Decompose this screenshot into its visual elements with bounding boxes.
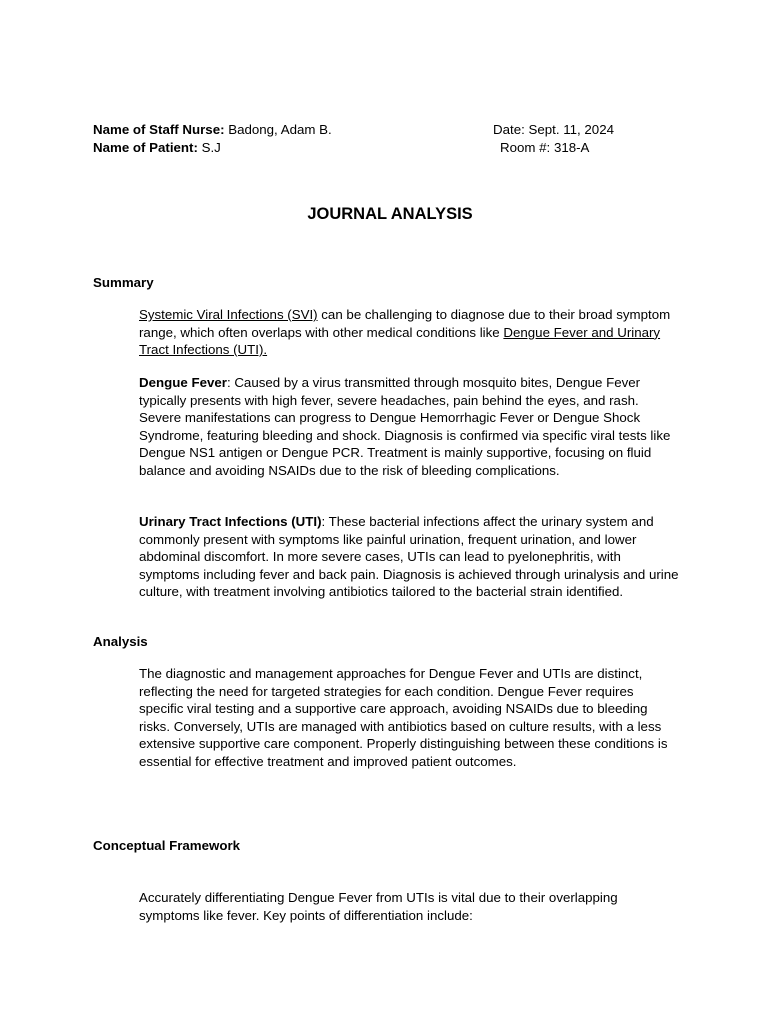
staff-nurse-value: Badong, Adam B. bbox=[224, 122, 332, 137]
dengue-term: Dengue Fever bbox=[139, 375, 227, 390]
patient-field bbox=[93, 139, 221, 157]
summary-intro-paragraph bbox=[139, 306, 679, 359]
room-text: Room #: 318-A bbox=[500, 140, 590, 155]
uti-term: Urinary Tract Infections (UTI) bbox=[139, 514, 322, 529]
uti-paragraph bbox=[139, 513, 679, 601]
patient-label: Name of Patient: bbox=[93, 140, 198, 155]
patient-value: S.J bbox=[197, 140, 221, 155]
analysis-paragraph: The diagnostic and management approaches for Dengue Fever and UTIs are distinct, reflecting the need for targeted strategies for each condition. Dengue Fever requires specific viral testing and a supportive care approach, avoiding NSAIDs due to bleeding risks. Conversely, UTIs are managed with antibiotics based on culture results, with a less extensive supportive care component. Properly distinguishing between these conditions is essential for effective treatment and improved patient outcomes. bbox=[139, 666, 668, 769]
summary-heading: Summary bbox=[93, 275, 154, 290]
uti-text: : These bacterial infections affect the urinary system and commonly present with symptoms like painful urination, frequent urination, and lower abdominal discomfort. In more severe cases, UTIs can lead to pyelonephritis, with symptoms including fever and back pain. Diagnosis is achieved through urinalysis and urine culture, with treatment involving antibiotics tailored to the bacterial strain identified. bbox=[139, 514, 679, 600]
dengue-paragraph bbox=[139, 374, 679, 480]
analysis-heading: Analysis bbox=[93, 634, 148, 649]
svi-link-text: Systemic Viral Infections (SVI) bbox=[139, 307, 318, 322]
staff-nurse-field bbox=[93, 121, 332, 139]
dengue-uti-link-text: Dengue Fever and Urinary Tract Infections (UTI). bbox=[139, 324, 661, 358]
dengue-text: : Caused by a virus transmitted through mosquito bites, Dengue Fever typically presents with high fever, severe headaches, pain behind the eyes, and rash. Severe manifestations can progress to Dengue Hemorrhagic Fever or Dengue Shock Syndrome, featuring bleeding and shock. Diagnosis is confirmed via specific viral tests like Dengue NS1 antigen or Dengue PCR. Treatment is mainly supportive, focusing on fluid balance and avoiding NSAIDs due to the risk of bleeding complications. bbox=[139, 375, 671, 478]
conceptual-framework-paragraph: Accurately differentiating Dengue Fever from UTIs is vital due to their overlapping symptoms like fever. Key points of differentiation include: bbox=[139, 890, 618, 923]
date-text: Date: Sept. 11, 2024 bbox=[493, 122, 614, 137]
summary-intro-text: can be challenging to diagnose due to their broad symptom range, which often overlaps with other medical conditions like bbox=[139, 307, 671, 340]
document-title: JOURNAL ANALYSIS bbox=[307, 205, 473, 223]
conceptual-framework-heading: Conceptual Framework bbox=[93, 838, 241, 853]
staff-nurse-label: Name of Staff Nurse: bbox=[93, 122, 225, 137]
